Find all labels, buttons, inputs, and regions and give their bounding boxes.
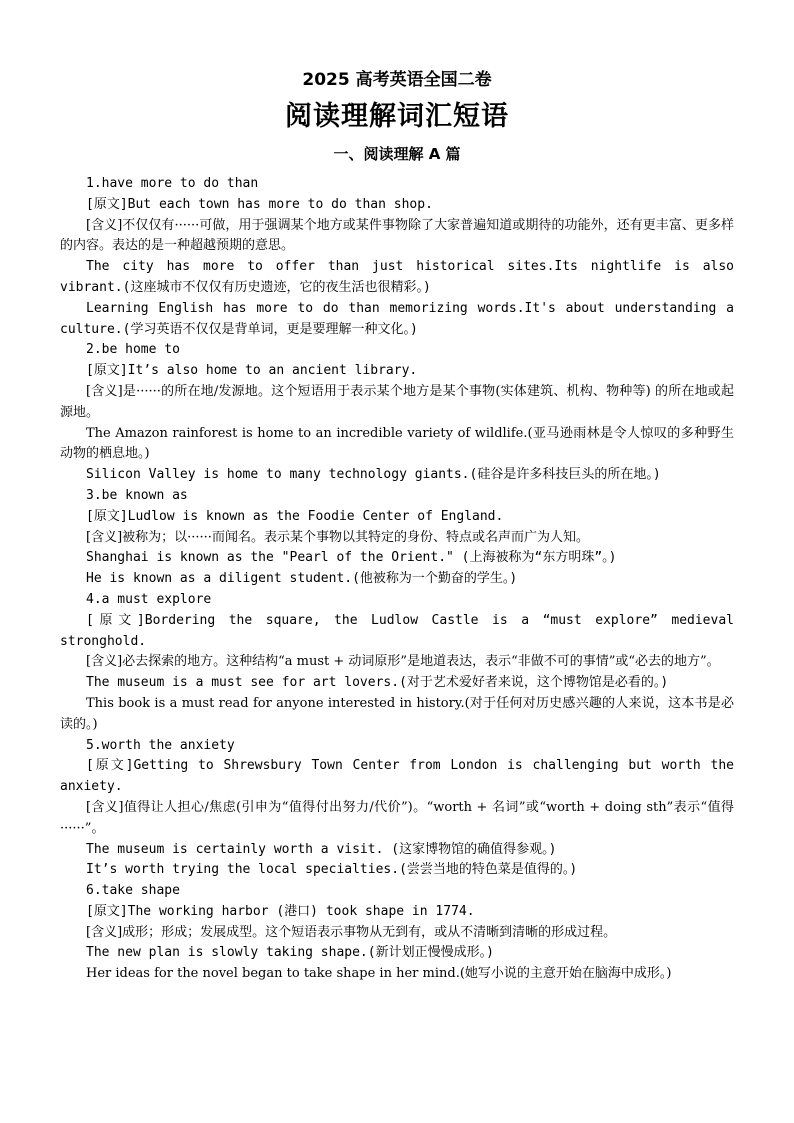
phrase-heading: 4.a must explore [86, 591, 212, 607]
meaning-paragraph: [含义]被称为；以······而闻名。表示某个事物以其特定的身份、特点或名声而广为人知。 [86, 529, 589, 545]
original-sentence: [原文]Ludlow is known as the Foodie Center of England. [86, 508, 504, 524]
meaning-paragraph: [含义]必去探索的地方。这种结构“a must + 动词原形”是地道表达，表示“非做不可的事情”或“必去的地方”。 [86, 654, 720, 670]
document-body [60, 174, 734, 985]
exam-title: 2025 高考英语全国二卷 [302, 70, 492, 90]
meaning-paragraph: [含义]不仅仅有······可做，用于强调某个地方或某件事物除了大家普遍知道或期待的功能外，还有更丰富、更多样的内容。表达的是一种超越预期的意思。 [60, 217, 734, 254]
example-sentence: The Amazon rainforest is home to an incredible variety of wildlife.(亚马逊雨林是令人惊叹的多种野生动物的栖息地。) [60, 425, 734, 462]
example-sentence: Silicon Valley is home to many technology giants.(硅谷是许多科技巨头的所在地。) [86, 467, 661, 483]
example-sentence: He is known as a diligent student.(他被称为一个勤奋的学生。) [86, 571, 518, 587]
example-sentence: Her ideas for the novel began to take shape in her mind.(她写小说的主意开始在脑海中成形。) [86, 966, 672, 982]
example-sentence: The museum is certainly worth a visit. (这家博物馆的确值得参观。) [86, 841, 557, 857]
phrase-heading: 3.be known as [86, 487, 188, 503]
phrase-heading: 5.worth the anxiety [86, 737, 235, 753]
original-sentence: [原文]It’s also home to an ancient library. [86, 363, 418, 379]
original-sentence: [原文]The working harbor (港口) took shape in 1774. [86, 903, 475, 919]
meaning-paragraph: [含义]值得让人担心/焦虑(引申为“值得付出努力/代价”)。“worth + 名词”或“worth + doing sth”表示“值得······”。 [60, 799, 734, 836]
meaning-paragraph: [含义]成形；形成；发展成型。这个短语表示事物从无到有，或从不清晰到清晰的形成过程。 [86, 924, 617, 940]
example-sentence: Learning English has more to do than memorizing words.It's about understanding a culture.(学习英语不仅仅是背单词，更是要理解一种文化。) [60, 300, 734, 337]
example-sentence: Shanghai is known as the "Pearl of the Orient." (上海被称为“东方明珠”。) [86, 550, 617, 566]
original-sentence: [原文]Bordering the square, the Ludlow Castle is a “must explore” medieval stronghold. [60, 612, 734, 649]
original-sentence: [原文]Getting to Shrewsbury Town Center from London is challenging but worth the anxiety. [60, 758, 734, 795]
original-sentence: [原文]But each town has more to do than shop. [86, 196, 433, 212]
phrase-heading: 6.take shape [86, 883, 180, 899]
example-sentence: The city has more to offer than just historical sites.Its nightlife is also vibrant.(这座城市不仅仅有历史遗迹，它的夜生活也很精彩。) [60, 259, 734, 295]
example-sentence: It’s worth trying the local specialties.(尝尝当地的特色菜是值得的。) [86, 862, 578, 878]
phrase-heading: 1.have more to do than [86, 176, 259, 191]
example-sentence: The museum is a must see for art lovers.(对于艺术爱好者来说，这个博物馆是必看的。) [86, 675, 669, 691]
section-title: 一、阅读理解 A 篇 [333, 145, 461, 163]
document-page [60, 66, 734, 985]
document-title: 阅读理解词汇短语 [285, 101, 509, 132]
meaning-paragraph: [含义]是······的所在地/发源地。这个短语用于表示某个地方是某个事物(实体建筑、机构、物种等) 的所在地或起源地。 [60, 383, 734, 420]
example-sentence: This book is a must read for anyone interested in history.(对于任何对历史感兴趣的人来说，这本书是必读的。) [60, 695, 734, 732]
phrase-heading: 2.be home to [86, 342, 180, 358]
example-sentence: The new plan is slowly taking shape.(新计划正慢慢成形。) [86, 945, 494, 961]
